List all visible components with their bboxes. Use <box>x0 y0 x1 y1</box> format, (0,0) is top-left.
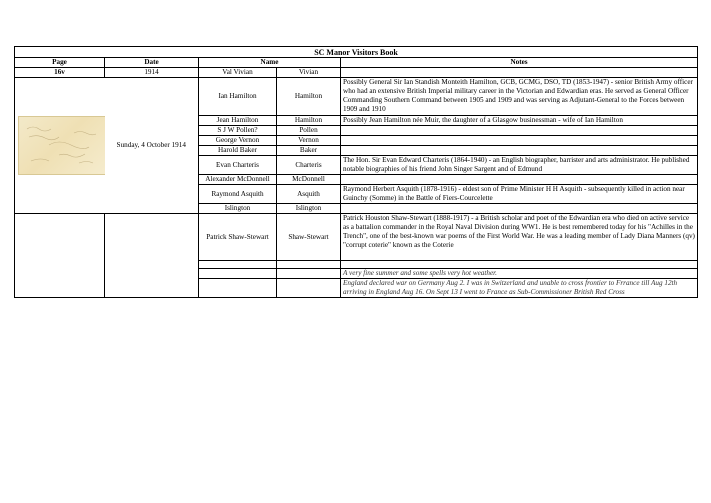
name-cell: Patrick Shaw-Stewart <box>199 214 277 261</box>
name-cell: Evan Charteris <box>199 156 277 175</box>
surname-cell: Charteris <box>277 156 341 175</box>
name-cell: Raymond Asquith <box>199 185 277 204</box>
surname-cell: Pollen <box>277 126 341 136</box>
header-name: Name <box>199 58 341 68</box>
name-cell: Jean Hamilton <box>199 116 277 126</box>
visitors-book-page-image <box>18 116 105 175</box>
page-image-cell <box>15 78 105 214</box>
notes-cell <box>341 136 698 146</box>
notes-cell: Possibly General Sir Ian Standish Monteith Hamilton, GCB, GCMG, DSO, TD (1853-1947) - senior British Army officer who had an extensive British Imperial military career in the Victorian and Edwardian eras. He served as General Officer Commanding Southern Command between 1905 and 1909 and was serving as Adjutant-General to the Forces between 1909 and 1910 <box>341 78 698 116</box>
date-cell: Sunday, 4 October 1914 <box>105 78 199 214</box>
notes-cell <box>341 175 698 185</box>
surname-cell: McDonnell <box>277 175 341 185</box>
sheet-title: SC Manor Visitors Book <box>15 47 698 58</box>
notes-cell: The Hon. Sir Evan Edward Charteris (1864-1940) - an English biographer, barrister and arts administrator. He published notable biographies of his friend John Singer Sargent and of Edmund <box>341 156 698 175</box>
visitors-table <box>14 46 698 298</box>
notes-cell: Possibly Jean Hamilton née Muir, the daughter of a Glasgow businessman - wife of Ian Hamilton <box>341 116 698 126</box>
notes-cell <box>341 204 698 214</box>
diary-note: A very fine summer and some spells very hot weather. <box>341 269 698 279</box>
name-cell: S J W Pollen? <box>199 126 277 136</box>
name-cell: Val Vivian <box>199 68 277 78</box>
surname-cell: Shaw-Stewart <box>277 214 341 261</box>
name-cell: George Vernon <box>199 136 277 146</box>
diary-note: England declared war on Germany Aug 2. I was in Switzerland and unable to cross frontier to Frrance till Aug 12th arriving in England Aug 16. On Sept 13 I went to France as Sub-Commissioner British Red Cross <box>341 279 698 298</box>
notes-cell: Patrick Houston Shaw-Stewart (1888-1917) - a British scholar and poet of the Edwardian era who died on active service as a battalion commander in the Royal Naval Division during WW1. He is best remembered today for his "Achilles in the Trench", one of the best-known war poems of the First World War. He was a leading member of Lady Diana Manners (qv) "corrupt coterie" known as the Coterie <box>341 214 698 261</box>
header-notes: Notes <box>341 58 698 68</box>
page-number: 16v <box>15 68 105 78</box>
surname-cell: Vernon <box>277 136 341 146</box>
surname-cell: Hamilton <box>277 78 341 116</box>
notes-cell <box>341 68 698 78</box>
header-date: Date <box>105 58 199 68</box>
notes-cell: Raymond Herbert Asquith (1878-1916) - eldest son of Prime Minister H H Asquith - subsequently killed in action near Guinchy (Somme) in the Battle of Fiers-Courcelette <box>341 185 698 204</box>
name-cell: Islington <box>199 204 277 214</box>
notes-cell <box>341 126 698 136</box>
surname-cell: Asquith <box>277 185 341 204</box>
surname-cell: Baker <box>277 146 341 156</box>
visitors-book-sheet <box>14 46 697 298</box>
header-page: Page <box>15 58 105 68</box>
surname-cell: Islington <box>277 204 341 214</box>
year-cell: 1914 <box>105 68 199 78</box>
surname-cell: Vivian <box>277 68 341 78</box>
name-cell: Harold Baker <box>199 146 277 156</box>
name-cell: Ian Hamilton <box>199 78 277 116</box>
surname-cell: Hamilton <box>277 116 341 126</box>
name-cell: Alexander McDonnell <box>199 175 277 185</box>
notes-cell <box>341 146 698 156</box>
